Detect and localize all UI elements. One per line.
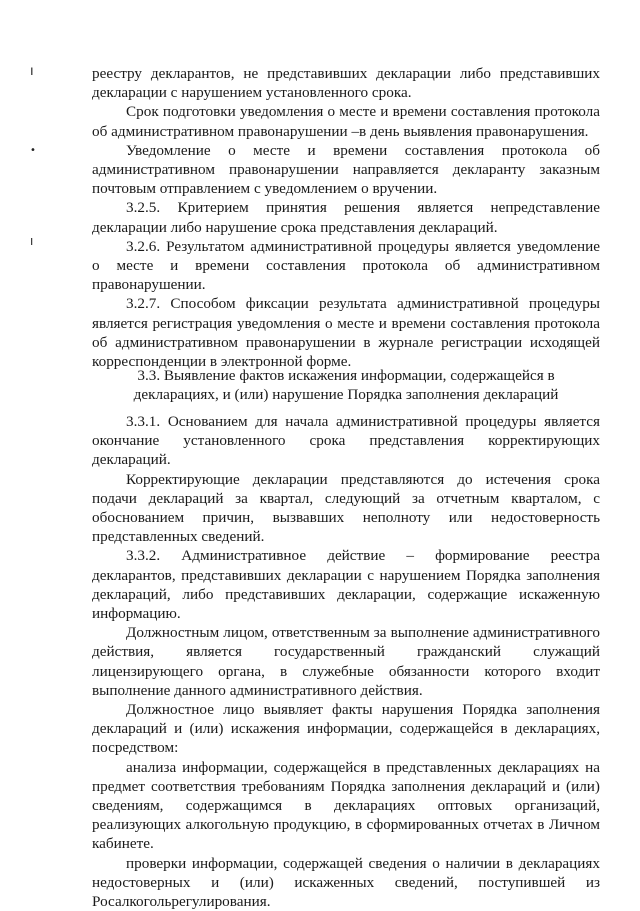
paragraph: Должностное лицо выявляет факты нарушения Порядка заполнения деклараций и (или) искажения информации, содержащейся в декларациях, посредством:	[92, 701, 600, 757]
paragraph: Должностным лицом, ответственным за выполнение административного действия, является государственный гражданский служащий лицензирующего органа, в служебные обязанности которого входит выполнение данного административного действия.	[92, 624, 600, 699]
paragraph: 3.2.7. Способом фиксации результата административной процедуры является регистрация уведомления о месте и времени составления протокола об административном правонарушении в журнале регистрации исходящей корреспонденции в электронной форме.	[92, 295, 600, 371]
paragraph: анализа информации, содержащейся в представленных декларациях на предмет соответствия требованиям Порядка заполнения деклараций и (или) сведениям, содержащимся в декларациях оптовых организаций, реализующих алкогольную продукцию, в сформированных отчетах в Личном кабинете.	[92, 758, 600, 853]
top-text-block	[92, 64, 600, 371]
paragraph: проверки информации, содержащей сведения о наличии в декларациях недостоверных и (или) искаженных сведений, поступившей из Росалкогольрегулирования.	[92, 854, 600, 911]
section-heading-block	[92, 366, 600, 404]
paragraph: Срок подготовки уведомления о месте и времени составления протокола об административном правонарушении –в день выявления правонарушения.	[92, 103, 600, 140]
paragraph: 3.2.6. Результатом административной процедуры является уведомление о месте и времени составления протокола об административном правонарушении.	[92, 237, 600, 294]
bottom-text-block	[92, 412, 600, 911]
section-heading: 3.3. Выявление фактов искажения информации, содержащейся в декларациях, и (или) нарушение Порядка заполнения деклараций	[133, 367, 559, 404]
paragraph: Корректирующие декларации представляются до истечения срока подачи деклараций за квартал, следующий за отчетным кварталом, с обоснованием причин, вызвавших неполноту или недостоверность представленных сведений.	[92, 470, 600, 546]
margin-mark: •	[30, 145, 36, 156]
margin-mark: ı	[30, 64, 34, 79]
paragraph: 3.3.1. Основанием для начала административной процедуры является окончание установленного срока представления корректирующих деклараций.	[92, 413, 600, 469]
paragraph: реестру декларантов, не представивших декларации либо представивших декларации с нарушением установленного срока.	[92, 65, 600, 102]
paragraph: 3.3.2. Административное действие – формирование реестра декларантов, представивших декларации с нарушением Порядка заполнения деклараций, либо представивших декларации, содержащие искаженную информацию.	[92, 547, 600, 623]
margin-mark: ı	[30, 234, 34, 248]
paragraph: Уведомление о месте и времени составления протокола об административном правонарушении направляется декларанту заказным почтовым отправлением с уведомлением о вручении.	[92, 141, 600, 198]
paragraph: 3.2.5. Критерием принятия решения является непредставление декларации либо нарушение срока представления деклараций.	[92, 199, 600, 236]
